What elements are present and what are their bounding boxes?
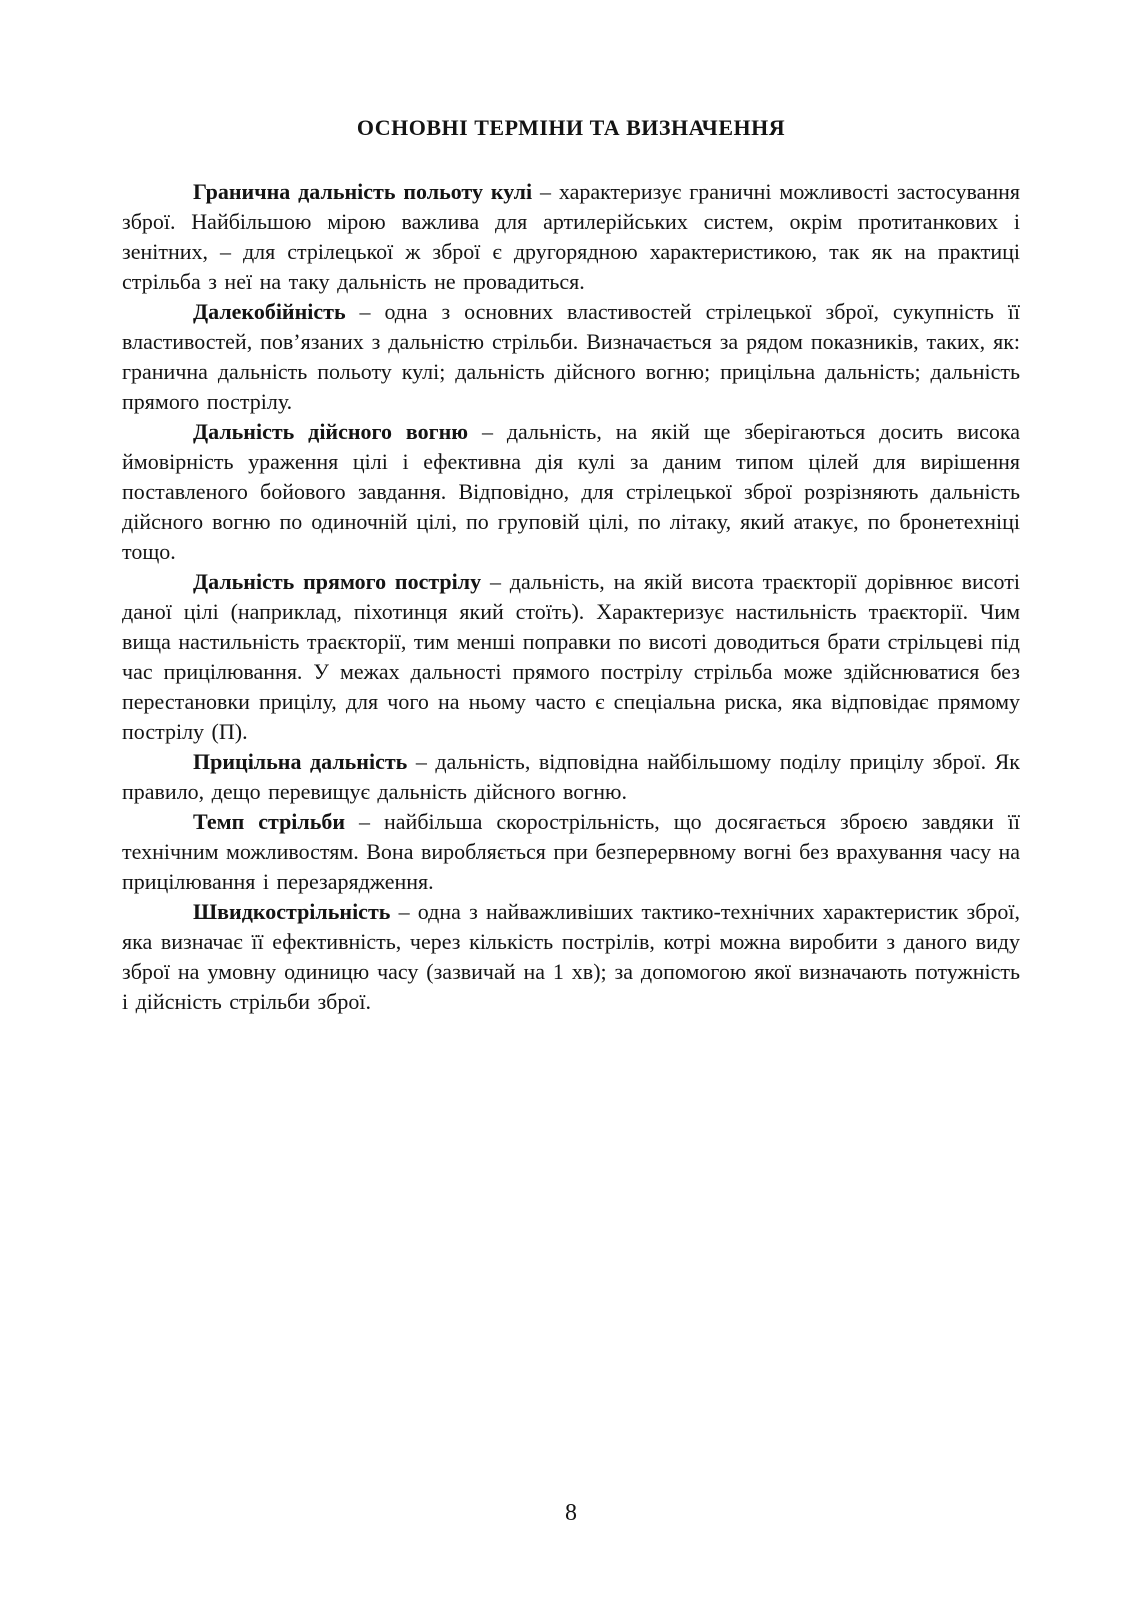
definition-text: – одна з основних властивостей стрілецької зброї, сукупність її властивостей, пов’язаних з дальністю стрільби. Визначається за рядом показників, таких, як: гранична дальність польоту кулі; дальність дійсного вогню; прицільна дальність; дальність прямого пострілу. bbox=[122, 299, 1020, 414]
definition-text: – дальність, на якій ще зберігаються досить висока ймовірність ураження цілі і ефективна дія кулі за даним типом цілей для вирішення поставленого бойового завдання. Відповідно, для стрілецької зброї розрізняють дальність дійсного вогню по одиночній цілі, по груповій цілі, по літаку, який атакує, по бронетехніці тощо. bbox=[122, 419, 1020, 564]
page-number: 8 bbox=[565, 1500, 577, 1526]
term-effective-fire-range: Дальність дійсного вогню bbox=[193, 419, 469, 444]
definition-paragraph-direct-shot-range bbox=[122, 567, 1020, 747]
definition-paragraph-sighting-range bbox=[122, 747, 1020, 807]
definition-text: – найбільша скорострільність, що досягається зброєю завдяки її технічним можливостям. Вона виробляється при безперервному вогні без врахування часу на прицілювання і перезарядження. bbox=[122, 809, 1020, 894]
term-sighting-range: Прицільна дальність bbox=[193, 749, 408, 774]
definition-paragraph-rapidity-of-fire bbox=[122, 897, 1020, 1017]
term-max-bullet-range: Гранична дальність польоту кулі bbox=[193, 179, 533, 204]
definition-text: – дальність, на якій висота траєкторії дорівнює висоті даної цілі (наприклад, піхотинця який стоїть). Характеризує настильність траєкторії. Чим вища настильність траєкторії, тим менші поправки по висоті доводиться брати стрільцеві під час прицілювання. У межах дальності прямого пострілу стрільба може здійснюватися без перестановки прицілу, для чого на ньому часто є спеціальна риска, яка відповідає прямому пострілу (П). bbox=[122, 569, 1020, 744]
definition-paragraph-max-bullet-range bbox=[122, 177, 1020, 297]
definition-paragraph-effective-fire-range bbox=[122, 417, 1020, 567]
page-title: ОСНОВНІ ТЕРМІНИ ТА ВИЗНАЧЕННЯ bbox=[356, 115, 786, 140]
document-content bbox=[122, 112, 1020, 1017]
term-direct-shot-range: Дальність прямого пострілу bbox=[193, 569, 482, 594]
definition-text: – одна з найважливіших тактико-технічних характеристик зброї, яка визначає її ефективність, через кількість пострілів, котрі можна виробити з даного виду зброї на умовну одиницю часу (зазвичай на 1 хв); за допомогою якої визначають потужність і дійсність стрільби зброї. bbox=[122, 899, 1020, 1014]
definition-paragraph-long-range-capability bbox=[122, 297, 1020, 417]
term-long-range-capability: Далекобійність bbox=[193, 299, 346, 324]
definition-paragraph-rate-of-fire-tempo bbox=[122, 807, 1020, 897]
definition-text: – характеризує граничні можливості застосування зброї. Найбільшою мірою важлива для артилерійських систем, окрім протитанкових і зенітних, – для стрілецької ж зброї є другорядною характеристикою, так як на практиці стрільба з неї на таку дальність не провадиться. bbox=[122, 179, 1020, 294]
definition-text: – дальність, відповідна найбільшому поділу прицілу зброї. Як правило, дещо перевищує дальність дійсного вогню. bbox=[122, 749, 1020, 804]
term-rapidity-of-fire: Швидкострільність bbox=[193, 899, 391, 924]
term-rate-of-fire-tempo: Темп стрільби bbox=[193, 809, 346, 834]
